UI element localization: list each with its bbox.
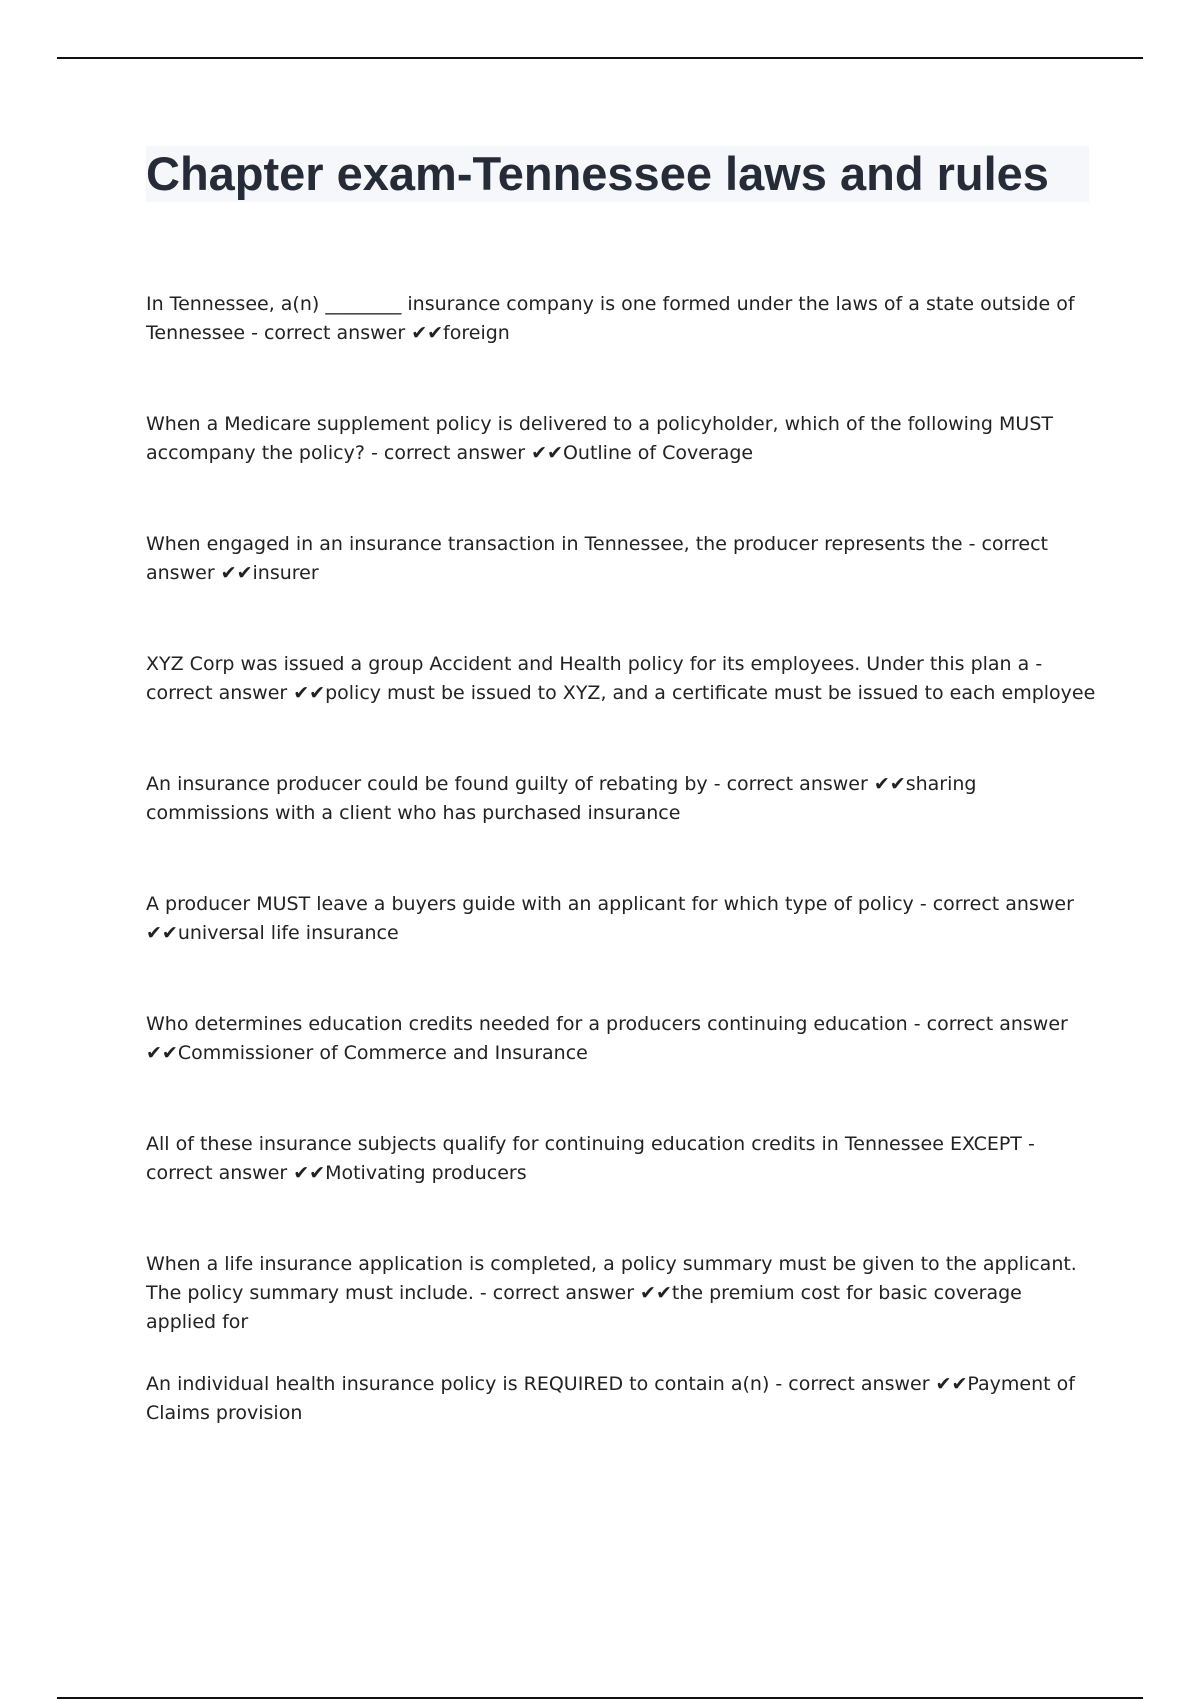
qa-item — [146, 290, 1096, 410]
qa-item — [146, 410, 1096, 530]
answer-text: sharing commissions with a client who has purchased insurance — [146, 773, 977, 824]
answer-text: Motivating producers — [325, 1162, 527, 1184]
top-rule — [57, 57, 1143, 59]
answer-separator: - correct answer — [769, 1373, 936, 1395]
check-icon: ✔✔ — [293, 682, 326, 704]
question-text: When engaged in an insurance transaction in Tennessee, the producer represents the — [146, 533, 963, 555]
check-icon: ✔✔ — [411, 322, 444, 344]
qa-item — [146, 1370, 1096, 1490]
answer-separator: - correct answer — [364, 442, 532, 464]
question-text: A producer MUST leave a buyers guide with an applicant for which type of policy — [146, 893, 914, 915]
check-icon: ✔✔ — [146, 1042, 178, 1064]
qa-item — [146, 650, 1096, 770]
page-title: Chapter exam-Tennessee laws and rules — [146, 146, 1089, 202]
question-text: All of these insurance subjects qualify for continuing education credits in Tennessee EXCEPT — [146, 1133, 1022, 1155]
answer-separator: - correct answer — [146, 1133, 1035, 1184]
answer-separator: - correct answer — [146, 653, 1043, 704]
answer-text: universal life insurance — [177, 922, 399, 944]
answer-text: insurer — [252, 562, 319, 584]
answer-separator: - correct answer — [245, 322, 412, 344]
qa-list — [146, 290, 1096, 1490]
answer-text: foreign — [443, 322, 510, 344]
answer-text: Payment of Claims provision — [146, 1373, 1075, 1424]
check-icon: ✔✔ — [935, 1373, 968, 1395]
answer-text: Outline of Coverage — [562, 442, 754, 464]
question-text: Who determines education credits needed for a producers continuing education — [146, 1013, 908, 1035]
question-text: When a life insurance application is completed, a policy summary must be given to the applicant. The policy summary must include. — [146, 1253, 1077, 1304]
question-text: An insurance producer could be found guilty of rebating by — [146, 773, 708, 795]
qa-item — [146, 530, 1096, 650]
answer-text: the premium cost for basic coverage applied for — [146, 1282, 1022, 1333]
qa-item — [146, 1010, 1096, 1130]
answer-separator: - correct answer — [146, 533, 1049, 584]
question-text: In Tennessee, a(n) ________ insurance company is one formed under the laws of a state outside of Tennessee — [146, 293, 1075, 344]
check-icon: ✔✔ — [146, 922, 178, 944]
answer-separator: - correct answer — [707, 773, 874, 795]
check-icon: ✔✔ — [293, 1162, 326, 1184]
check-icon: ✔✔ — [220, 562, 253, 584]
check-icon: ✔✔ — [531, 442, 563, 464]
check-icon: ✔✔ — [873, 773, 906, 795]
question-text: XYZ Corp was issued a group Accident and Health policy for its employees. Under this plan a — [146, 653, 1030, 675]
qa-item — [146, 890, 1096, 1010]
answer-separator: - correct answer — [907, 1013, 1068, 1035]
answer-text: policy must be issued to XYZ, and a certificate must be issued to each employee — [325, 682, 1096, 704]
answer-separator: - correct answer — [913, 893, 1074, 915]
answer-text: Commissioner of Commerce and Insurance — [177, 1042, 588, 1064]
bottom-rule — [57, 1697, 1143, 1699]
question-text: When a Medicare supplement policy is delivered to a policyholder, which of the following MUST accompany the policy? — [146, 413, 1053, 464]
answer-separator: - correct answer — [473, 1282, 641, 1304]
qa-item — [146, 1130, 1096, 1250]
question-text: An individual health insurance policy is REQUIRED to contain a(n) — [146, 1373, 770, 1395]
check-icon: ✔✔ — [640, 1282, 672, 1304]
qa-item — [146, 1250, 1096, 1370]
qa-item — [146, 770, 1096, 890]
